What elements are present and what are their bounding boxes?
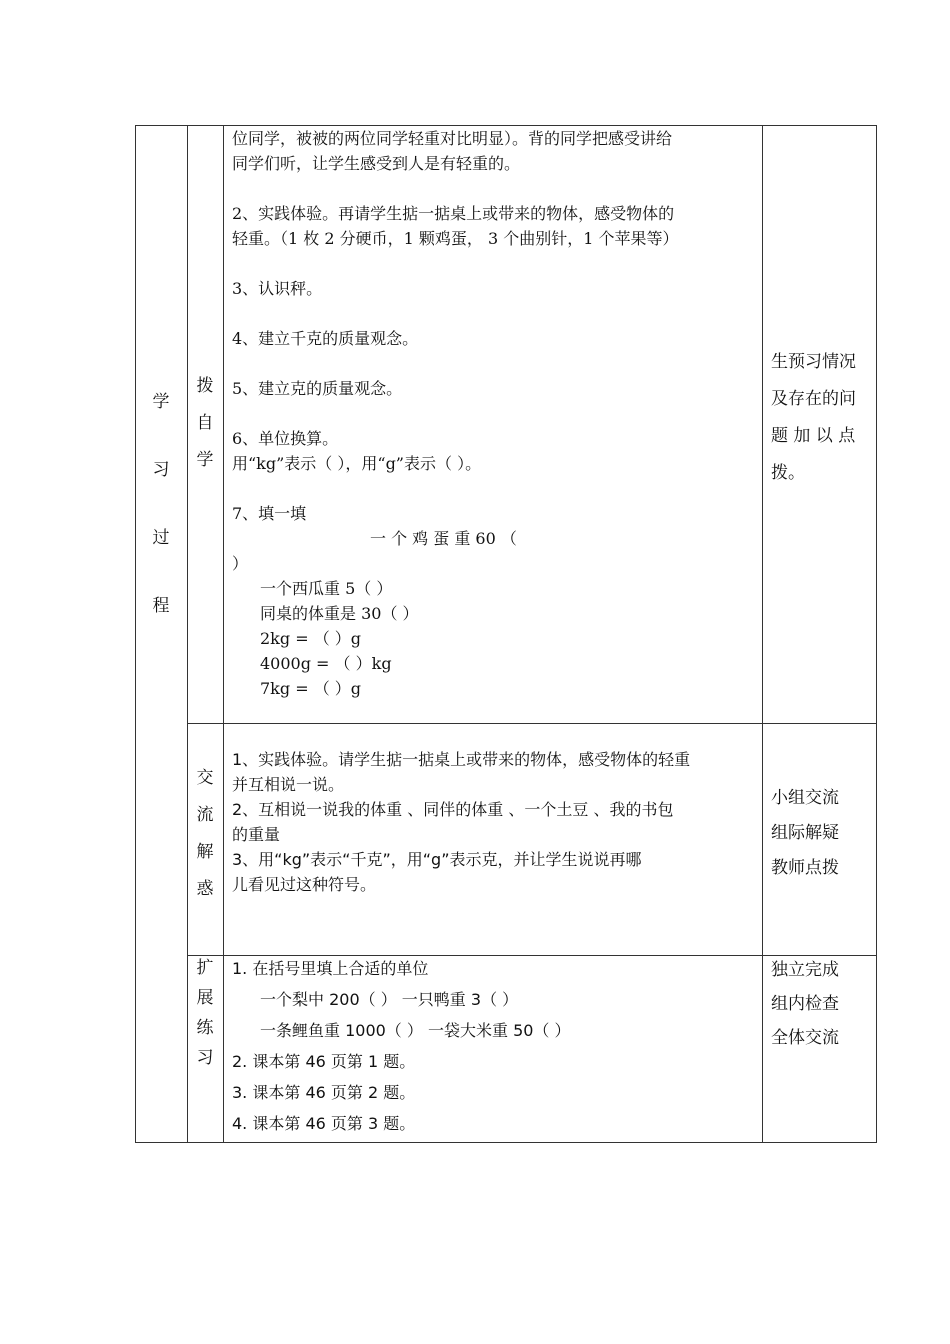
column-divider [223, 126, 224, 1142]
row-divider [187, 723, 876, 724]
column-divider [762, 126, 763, 1142]
section-label-self-study: 拨 自 学 [196, 376, 214, 470]
extension-teacher-note: 独立完成 组内检查 全体交流 [771, 960, 839, 1048]
exchange-content: 1、实践体验。请学生掂一掂桌上或带来的物体，感受物体的轻重 并互相说一说。 2、互相说一说我的体重 、同伴的体重 、一个土豆 、我的书包 的重量 3、用“kg”表示“千克”，用“g”表示克，并让学生说说再哪 儿看见过这种符号。 [232, 750, 691, 894]
self-study-content: 位同学，被被的两位同学轻重对比明显）。背的同学把感受讲给 同学们听，让学生感受到人是有轻重的。 2、实践体验。再请学生掂一掂桌上或带来的物体，感受物体的 轻重。（1 枚 2 分硬币，1 颗鸡蛋， 3 个曲别针，1 个苹果等） 3、认识秤。 4、建立千克的质量观念。 5、建立克的质量观念。 6、单位换算。 用“kg”表示（ ），用“g”表示（ ）。 7、填一填 一 个 鸡 蛋 重 60 （ ） 一个西瓜重 5（ ） 同桌的体重是 30（ ） 2kg = （ ）g 4000g = （ ）kg 7kg = （ ）g [232, 129, 679, 698]
self-study-teacher-note: 生预习情况 及存在的问 题 加 以 点 拨。 [771, 352, 856, 483]
stage-label-learning-process: 学 习 过 程 [152, 392, 170, 616]
section-label-extension: 扩 展 练 习 [196, 958, 214, 1068]
section-label-exchange: 交 流 解 惑 [196, 768, 214, 899]
exchange-teacher-note: 小组交流 组际解疑 教师点拨 [771, 788, 839, 878]
column-divider [187, 126, 188, 1142]
extension-exercises: 1. 在括号里填上合适的单位 一个梨中 200（ ） 一只鸭重 3（ ） 一条鲤鱼重 1000（ ） 一袋大米重 50（ ） 2. 课本第 46 页第 1 题。 3. 课本第 46 页第 2 题。 4. 课本第 46 页第 3 题。 [232, 959, 571, 1133]
